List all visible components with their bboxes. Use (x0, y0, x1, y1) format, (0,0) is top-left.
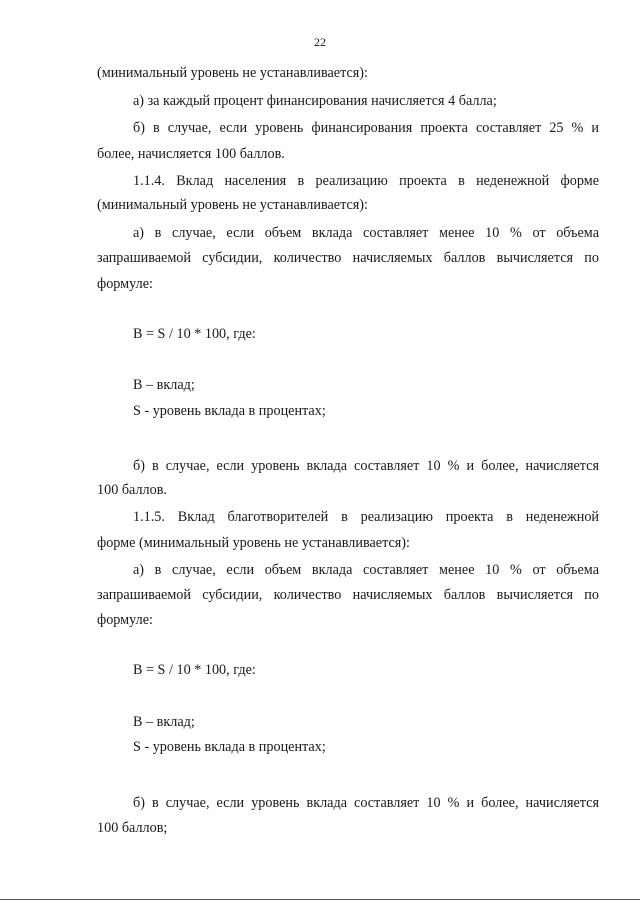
text-line: B – вклад; (133, 714, 195, 730)
text-line: 100 баллов; (97, 820, 168, 836)
text-line: 1.1.4. Вклад населения в реализацию проекта в неденежной форме (133, 173, 599, 189)
formula: B = S / 10 * 100, где: (133, 662, 256, 678)
text-line: S - уровень вклада в процентах; (133, 403, 326, 419)
text-line: а) в случае, если объем вклада составляет менее 10 % от объема (133, 562, 599, 578)
text-line: более, начисляется 100 баллов. (97, 146, 285, 162)
text-line: 100 баллов. (97, 482, 167, 498)
text-line: формуле: (97, 612, 153, 628)
page-bottom-divider (0, 899, 640, 900)
text-line: б) в случае, если уровень вклада составляет 10 % и более, начисляется (133, 458, 599, 474)
text-line: B – вклад; (133, 377, 195, 393)
text-line: (минимальный уровень не устанавливается): (97, 197, 368, 213)
text-line: S - уровень вклада в процентах; (133, 739, 326, 755)
text-line: запрашиваемой субсидии, количество начисляемых баллов вычисляется по (97, 250, 599, 266)
text-line: запрашиваемой субсидии, количество начисляемых баллов вычисляется по (97, 587, 599, 603)
text-line: форме (минимальный уровень не устанавливается): (97, 535, 410, 551)
formula: B = S / 10 * 100, где: (133, 326, 256, 342)
text-line: 1.1.5. Вклад благотворителей в реализацию проекта в неденежной (133, 509, 599, 525)
page-number: 22 (314, 35, 326, 49)
text-line: б) в случае, если уровень вклада составляет 10 % и более, начисляется (133, 795, 599, 811)
text-line: (минимальный уровень не устанавливается): (97, 65, 368, 81)
text-line: б) в случае, если уровень финансирования проекта составляет 25 % и (133, 120, 599, 136)
text-line: а) в случае, если объем вклада составляет менее 10 % от объема (133, 225, 599, 241)
text-line: формуле: (97, 276, 153, 292)
text-line: а) за каждый процент финансирования начисляется 4 балла; (133, 93, 497, 109)
